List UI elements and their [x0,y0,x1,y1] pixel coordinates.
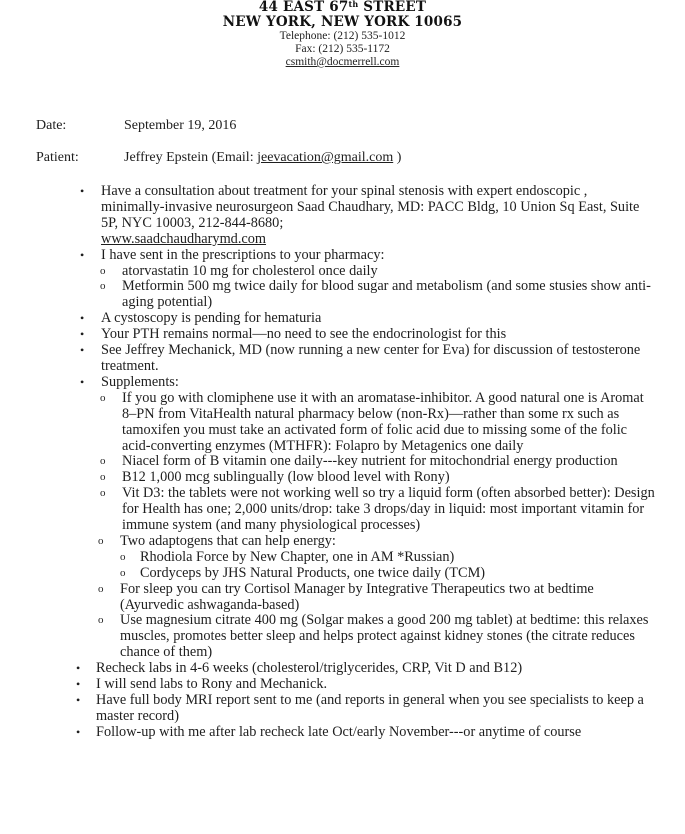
patient-row [36,150,401,166]
followup-text: Follow-up with me after lab recheck late Oct/early November---or anytime of course [96,723,582,740]
sub-bullet-icon: o [98,534,104,547]
patient-label: Patient: [36,150,79,165]
cortisol-manager-text: For sleep you can try Cortisol Manager by Integrative Therapeutics two at bedtime (Ayurvedic ashwaganda-based) [120,580,594,613]
sub-sub-bullet-icon: o [120,566,126,579]
bullet-icon: • [80,184,85,198]
sub-bullet-icon: o [100,487,106,500]
bullet-icon: • [76,693,81,707]
patient-close-paren: ) [393,150,402,165]
list-item-mri [0,693,685,725]
metformin-text: Metformin 500 mg twice daily for blood sugar and metabolism (and some stusies show anti-aging potential) [122,278,651,311]
list-item-rhodiola [0,550,685,566]
patient-email-link[interactable]: jeevacation@gmail.com [257,150,394,165]
patient-name: Jeffrey Epstein (Email: [124,150,258,165]
sub-bullet-icon: o [100,455,106,468]
recheck-labs-text: Recheck labs in 4-6 weeks (cholesterol/triglycerides, CRP, Vit D and B12) [96,660,523,677]
bullet-icon: • [76,724,81,739]
date-label: Date: [36,118,67,133]
supplements-heading: Supplements: [101,373,179,390]
vit-d3-text: Vit D3: the tablets were not working well so try a liquid form (often absorbed better): Design for Health has one; 2,000 units/drop: take 3 drops/day in liquid: most important vitamin for immune system (and many physiological processes) [122,485,655,534]
bullet-icon: • [80,327,85,342]
mri-text: Have full body MRI report sent to me (and reports in general when you see specialists to keep a master record) [96,692,644,724]
list-item-followup [0,725,685,741]
list-item-atorvastatin [0,264,685,280]
sub-bullet-icon: o [100,280,106,293]
list-item-prescriptions [0,248,685,264]
bullet-icon: • [80,374,85,389]
date-value: September 19, 2016 [124,118,237,133]
bullet-icon: • [76,661,81,676]
list-item-magnesium [0,613,685,661]
list-item-metformin [0,279,685,311]
sub-bullet-icon: o [100,264,106,277]
surgeon-website-link[interactable]: www.saadchaudharymd.com [101,230,267,247]
niacel-text: Niacel form of B vitamin one daily---key nutrient for mitochondrial energy production [122,453,618,470]
atorvastatin-text: atorvastatin 10 mg for cholesterol once daily [122,262,378,279]
letterhead-email-link[interactable]: csmith@docmerrell.com [285,56,400,68]
letterhead-city: NEW YORK, NEW YORK 10065 [222,14,463,30]
list-item-b12 [0,470,685,486]
send-labs-text: I will send labs to Rony and Mechanick. [96,676,328,693]
bullet-icon: • [80,247,85,262]
list-item-vit-d3 [0,486,685,534]
bullet-icon: • [76,677,81,692]
list-item-cystoscopy [0,311,685,327]
prescriptions-text: I have sent in the prescriptions to your pharmacy: [101,246,385,263]
list-item-cordyceps [0,566,685,582]
mechanick-text: See Jeffrey Mechanick, MD (now running a new center for Eva) for discussion of testosterone treatment. [101,342,641,374]
letterhead [0,0,685,69]
list-item-send-labs [0,677,685,693]
magnesium-text: Use magnesium citrate 400 mg (Solgar makes a good 200 mg tablet) at bedtime: this relaxes muscles, promotes better sleep and helps protect against kidney stones (the citrate reduces chance of them) [120,612,649,661]
date-row [36,118,236,134]
patient-value [124,150,401,165]
list-item-clomiphene [0,391,685,455]
letterhead-fax: Fax: (212) 535-1172 [295,43,390,55]
list-item-pth [0,327,685,343]
sub-bullet-icon: o [98,614,104,627]
bullet-icon: • [80,311,85,326]
letterhead-street [0,0,685,15]
adaptogens-text: Two adaptogens that can help energy: [120,532,336,549]
cystoscopy-text: A cystoscopy is pending for hematuria [101,310,322,327]
letterhead-telephone: Telephone: (212) 535-1012 [279,30,406,42]
list-item-niacel [0,454,685,470]
sub-bullet-icon: o [100,471,106,484]
list-item-recheck-labs [0,661,685,677]
clomiphene-text: If you go with clomiphene use it with an aromatase-inhibitor. A good natural one is Aromat 8–PN from VitaHealth natural pharmacy below (non-Rx)—rather than some rx such as tamoxifen you must take an activated form of folic acid due to missing some of the folic acid-converting enzymes (MTHFR): Folapro by Metagenics one daily [122,389,644,454]
sub-sub-bullet-icon: o [120,550,126,563]
list-item-supplements [0,375,685,391]
consultation-text: Have a consultation about treatment for your spinal stenosis with expert endoscopic , minimally-invasive neurosurgeon Saad Chaudhary, MD: PACC Bldg, 10 Union Sq East, Suite 5P, NYC 10003, 212-844-8680; [101,183,640,231]
b12-text: B12 1,000 mcg sublingually (low blood level with Rony) [122,469,450,486]
bullet-icon: • [80,343,85,358]
sub-bullet-icon: o [98,582,104,595]
list-item-cortisol-manager [0,582,685,614]
list-item-mechanick [0,343,685,375]
list-item-consultation [0,184,685,248]
cordyceps-text: Cordyceps by JHS Natural Products, one twice daily (TCM) [140,564,486,581]
rhodiola-text: Rhodiola Force by New Chapter, one in AM *Russian) [140,548,455,565]
sub-bullet-icon: o [100,391,106,404]
list-item-adaptogens [0,534,685,550]
street-suffix: th [348,0,359,9]
instructions-list [0,184,685,741]
pth-text: Your PTH remains normal—no need to see the endocrinologist for this [101,326,507,343]
street-name: STREET [358,0,427,15]
street-number: 44 EAST 67 [258,0,349,15]
